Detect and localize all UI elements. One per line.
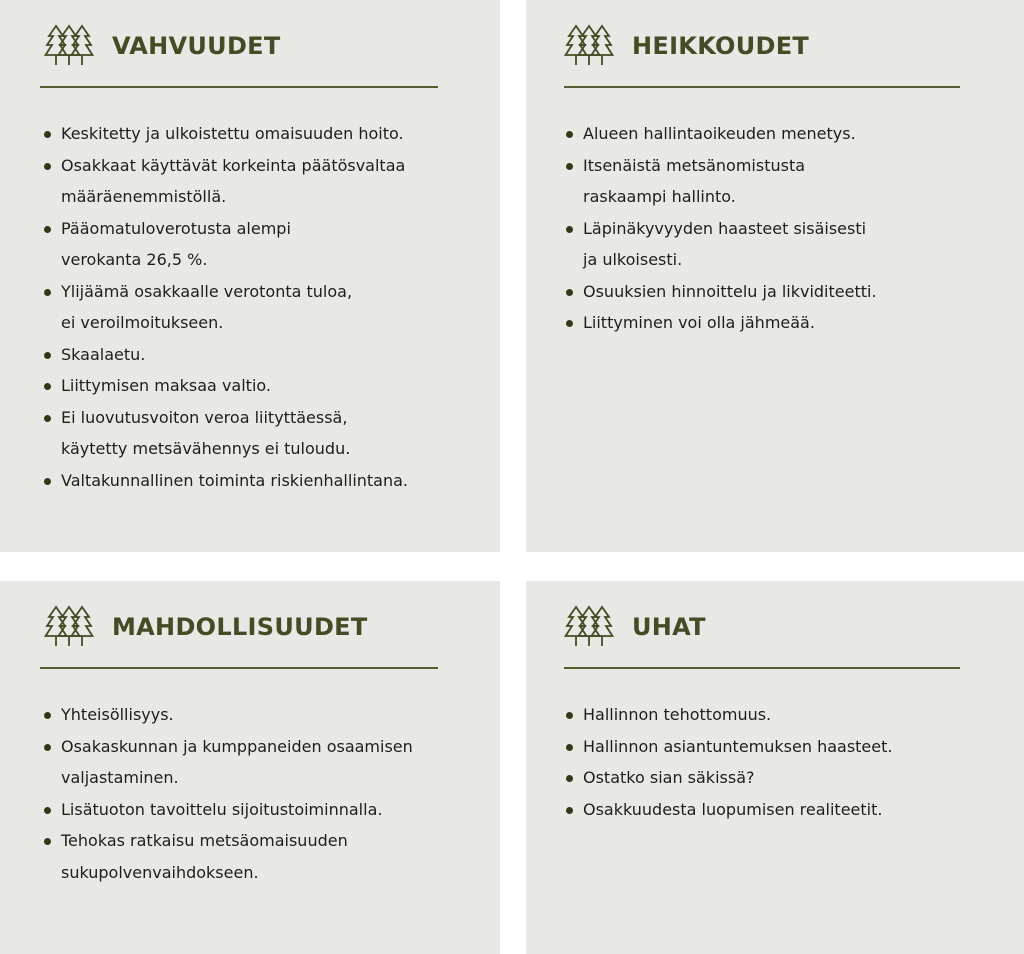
list-item — [42, 731, 492, 794]
strengths-header — [44, 24, 281, 68]
list-item-text: Liittymisen maksaa valtio. — [61, 376, 271, 395]
list-item — [564, 762, 1014, 794]
list-item — [42, 118, 492, 150]
weaknesses-title: HEIKKOUDET — [632, 32, 810, 60]
list-item-text: verokanta 26,5 %. — [61, 250, 208, 269]
opportunities-header — [44, 605, 368, 649]
list-item-text: Osakkuudesta luopumisen realiteetit. — [583, 799, 883, 819]
list-item — [564, 699, 1014, 731]
list-item — [564, 731, 1014, 763]
list-item-text: Hallinnon asiantuntemuksen haasteet. — [583, 736, 893, 756]
opportunities-title: MAHDOLLISUUDET — [112, 613, 368, 641]
list-item-text: sukupolvenvaihdokseen. — [61, 862, 259, 882]
threats-panel — [526, 581, 1024, 954]
list-item — [42, 339, 492, 371]
list-item-text: Lisätuoton tavoittelu sijoitustoiminnalla. — [61, 799, 383, 819]
list-item-text: Hallinnon tehottomuus. — [583, 705, 772, 724]
opportunities-divider — [40, 667, 438, 669]
list-item — [42, 794, 492, 826]
strengths-title: VAHVUUDET — [112, 32, 281, 60]
list-item — [42, 150, 492, 213]
weaknesses-list — [564, 118, 1014, 339]
list-item — [42, 465, 492, 497]
threats-list — [564, 699, 1014, 825]
list-item-text: määräenemmistöllä. — [61, 187, 227, 206]
opportunities-panel — [0, 581, 500, 954]
list-item-text: Osuuksien hinnoittelu ja likviditeetti. — [583, 281, 877, 301]
list-item — [42, 402, 492, 465]
threats-divider — [564, 667, 960, 669]
list-item-text: Ei luovutusvoiton veroa liityttäessä, — [61, 407, 348, 427]
list-item — [42, 699, 492, 731]
list-item — [42, 276, 492, 339]
threats-title: UHAT — [632, 613, 706, 641]
strengths-list — [42, 118, 492, 496]
pine-trees-icon — [44, 605, 96, 649]
list-item-text: ei veroilmoitukseen. — [61, 313, 224, 332]
list-item — [564, 276, 1014, 308]
list-item-text: Yhteisöllisyys. — [61, 705, 174, 724]
list-item — [564, 150, 1014, 213]
list-item-text: Läpinäkyvyyden haasteet sisäisesti — [583, 218, 867, 238]
list-item-text: raskaampi hallinto. — [583, 187, 736, 206]
pine-trees-icon — [564, 605, 616, 649]
pine-trees-icon — [44, 24, 96, 68]
strengths-panel — [0, 0, 500, 552]
list-item-text: Liittyminen voi olla jähmeää. — [583, 313, 815, 332]
list-item — [42, 213, 492, 276]
list-item-text: Ylijäämä osakkaalle verotonta tuloa, — [61, 281, 353, 301]
list-item — [564, 118, 1014, 150]
strengths-divider — [40, 86, 438, 88]
weaknesses-header — [564, 24, 809, 68]
list-item-text: Osakaskunnan ja kumppaneiden osaamisen — [61, 736, 413, 756]
list-item — [564, 794, 1014, 826]
weaknesses-divider — [564, 86, 960, 88]
threats-header — [564, 605, 706, 649]
list-item-text: Pääomatuloverotusta alempi — [61, 218, 291, 238]
list-item-text: Skaalaetu. — [61, 344, 146, 364]
opportunities-list — [42, 699, 492, 888]
list-item-text: Keskitetty ja ulkoistettu omaisuuden hoito. — [61, 124, 404, 143]
list-item — [42, 825, 492, 888]
list-item-text: valjastaminen. — [61, 768, 179, 787]
weaknesses-panel — [526, 0, 1024, 552]
list-item-text: Alueen hallintaoikeuden menetys. — [583, 124, 856, 143]
list-item-text: käytetty metsävähennys ei tuloudu. — [61, 439, 351, 458]
list-item-text: Osakkaat käyttävät korkeinta päätösvaltaa — [61, 155, 406, 175]
list-item — [42, 370, 492, 402]
list-item-text: Valtakunnallinen toiminta riskienhallintana. — [61, 470, 409, 490]
list-item-text: Itsenäistä metsänomistusta — [583, 155, 806, 175]
pine-trees-icon — [564, 24, 616, 68]
list-item-text: Tehokas ratkaisu metsäomaisuuden — [61, 831, 348, 850]
list-item — [564, 307, 1014, 339]
list-item-text: Ostatko sian säkissä? — [583, 768, 755, 787]
list-item — [564, 213, 1014, 276]
list-item-text: ja ulkoisesti. — [583, 250, 683, 269]
